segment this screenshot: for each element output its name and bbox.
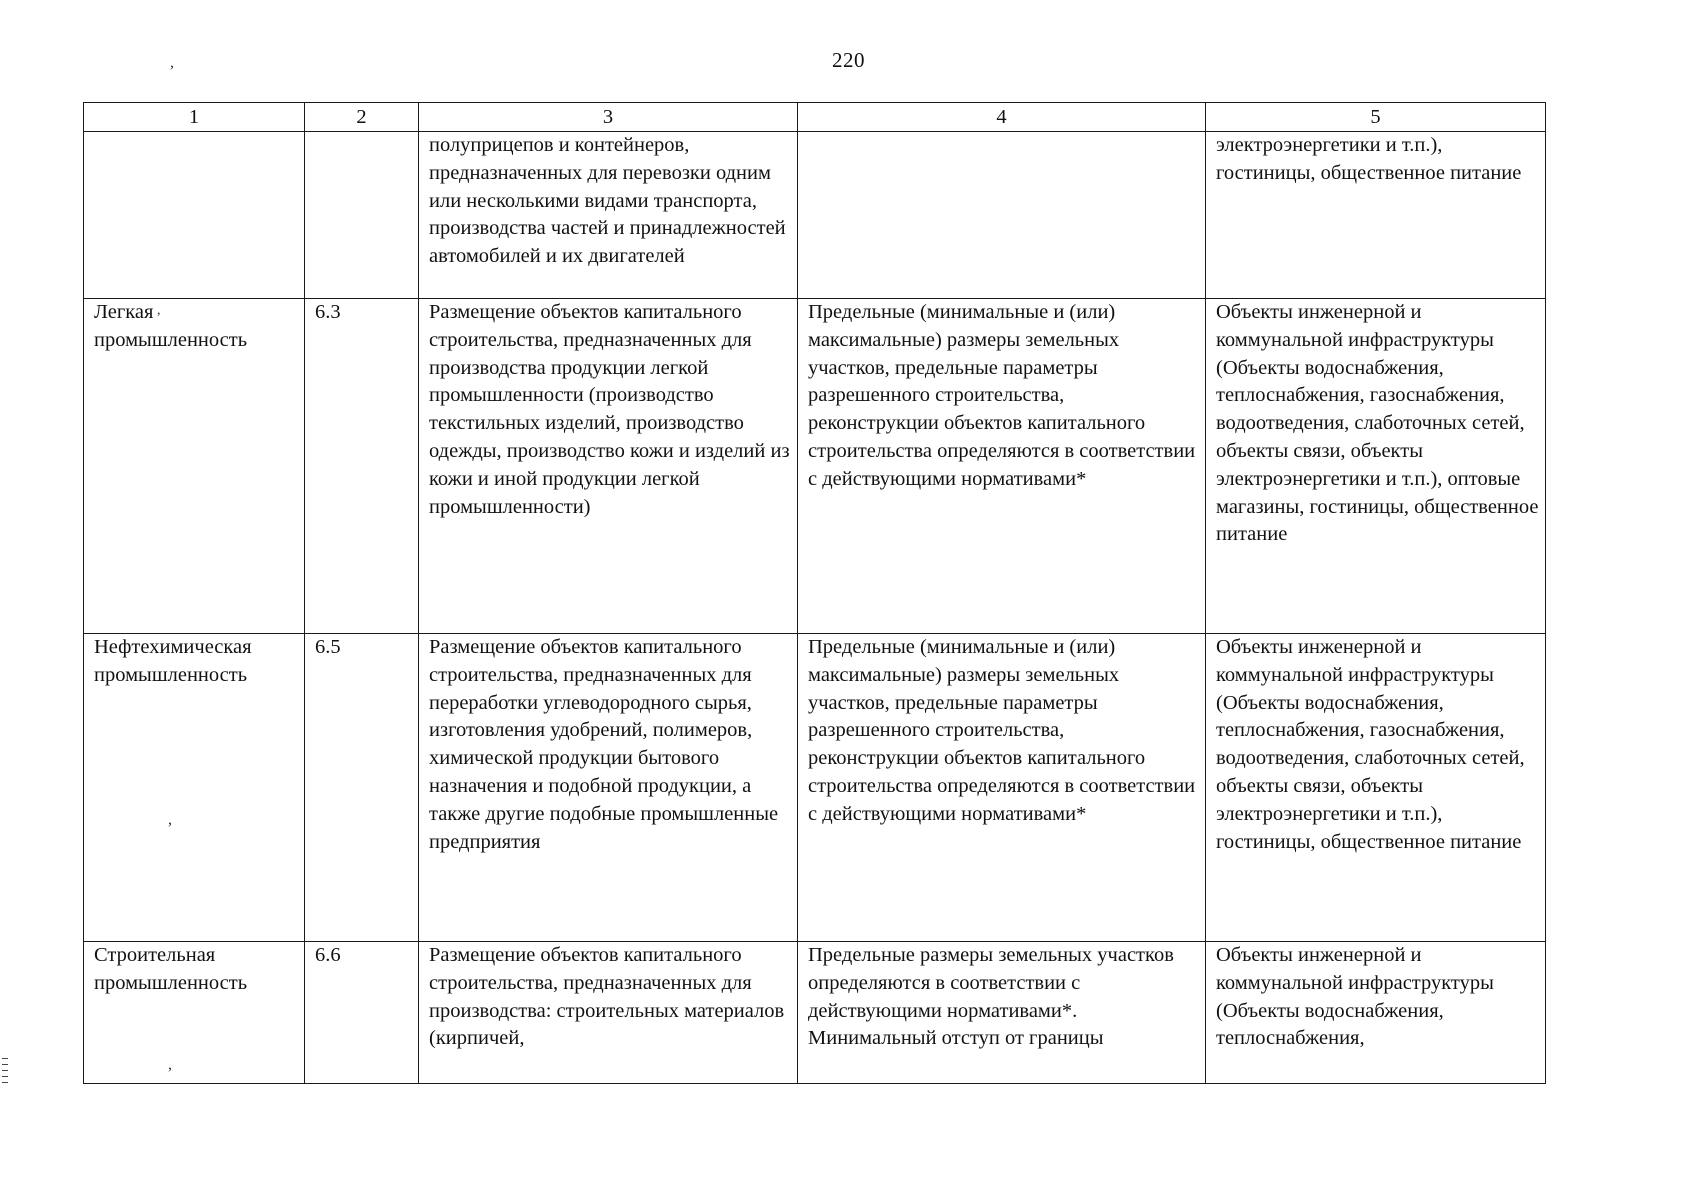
table-row — [84, 299, 1546, 634]
scan-mark: , — [157, 303, 161, 318]
use-code-cell: 6.6 — [305, 942, 419, 1084]
description-cell: Размещение объектов капитального строительства, предназначенных для производства продукции легкой промышленности (производство текстильных изделий, производство одежды, производство кожи и изделий из кожи и иной продукции легкой промышленности) — [419, 299, 798, 634]
scan-mark — [2, 1082, 8, 1083]
use-name-cell — [84, 132, 305, 299]
scan-mark: , — [168, 811, 172, 828]
description-cell: Размещение объектов капитального строительства, предназначенных для переработки углеводородного сырья, изготовления удобрений, полимеров, химической продукции бытового назначения и подобной продукции, а также другие подобные промышленные предприятия — [419, 634, 798, 942]
parameters-cell: Предельные размеры земельных участков определяются в соответствии с действующими нормативами*. Минимальный отступ от границы — [798, 942, 1206, 1084]
description-cell: полуприцепов и контейнеров, предназначенных для перевозки одним или несколькими видами транспорта, производства частей и принадлежностей автомобилей и их двигателей — [419, 132, 798, 299]
table-row — [84, 132, 1546, 299]
use-name-cell: Строительная промышленность — [84, 942, 305, 1084]
scan-mark — [2, 1070, 8, 1071]
scan-mark: , — [170, 54, 174, 71]
column-header: 1 — [84, 103, 305, 132]
scan-mark — [2, 1064, 8, 1065]
use-code-cell — [305, 132, 419, 299]
column-header: 3 — [419, 103, 798, 132]
column-header: 2 — [305, 103, 419, 132]
auxiliary-uses-cell: Объекты инженерной и коммунальной инфраструктуры (Объекты водоснабжения, теплоснабжения, газоснабжения, водоотведения, слаботочных сетей, объекты связи, объекты электроэнергетики и т.п.), оптовые магазины, гостиницы, общественное питание — [1206, 299, 1546, 634]
scan-mark — [2, 1058, 8, 1059]
auxiliary-uses-cell: электроэнергетики и т.п.), гостиницы, общественное питание — [1206, 132, 1546, 299]
auxiliary-uses-cell: Объекты инженерной и коммунальной инфраструктуры (Объекты водоснабжения, теплоснабжения, — [1206, 942, 1546, 1084]
use-code-cell: 6.3 — [305, 299, 419, 634]
column-header: 4 — [798, 103, 1206, 132]
table-header-row — [84, 103, 1546, 132]
use-code-cell: 6.5 — [305, 634, 419, 942]
table-row — [84, 942, 1546, 1084]
scan-mark: , — [168, 1056, 172, 1073]
auxiliary-uses-cell: Объекты инженерной и коммунальной инфраструктуры (Объекты водоснабжения, теплоснабжения, газоснабжения, водоотведения, слаботочных сетей, объекты связи, объекты электроэнергетики и т.п.), гостиницы, общественное питание — [1206, 634, 1546, 942]
description-cell: Размещение объектов капитального строительства, предназначенных для производства: строительных материалов (кирпичей, — [419, 942, 798, 1084]
parameters-cell — [798, 132, 1206, 299]
page-number: 220 — [832, 48, 865, 72]
use-name-cell: Нефтехимическая промышленность — [84, 634, 305, 942]
land-use-table — [83, 102, 1546, 1084]
parameters-cell: Предельные (минимальные и (или) максимальные) размеры земельных участков, предельные параметры разрешенного строительства, реконструкции объектов капитального строительства определяются в соответствии с действующими нормативами* — [798, 299, 1206, 634]
column-header: 5 — [1206, 103, 1546, 132]
scan-mark — [2, 1076, 8, 1077]
use-name-cell: Легкая промышленность — [84, 299, 305, 634]
table-row — [84, 634, 1546, 942]
parameters-cell: Предельные (минимальные и (или) максимальные) размеры земельных участков, предельные параметры разрешенного строительства, реконструкции объектов капитального строительства определяются в соответствии с действующими нормативами* — [798, 634, 1206, 942]
